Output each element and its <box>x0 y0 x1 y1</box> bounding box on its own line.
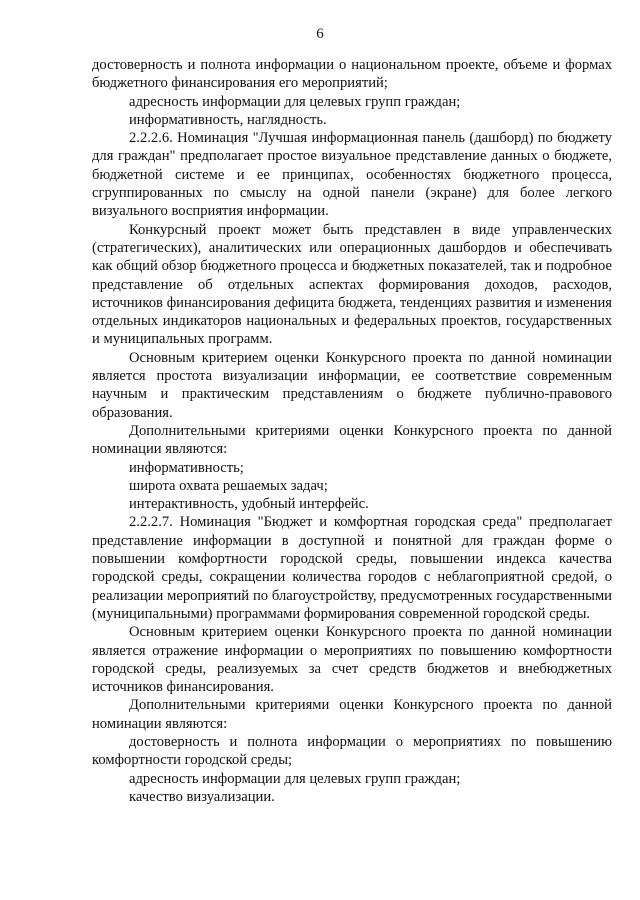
paragraph-10: интерактивность, удобный интерфейс. <box>129 496 369 513</box>
paragraph-4: 2.2.2.6. Номинация "Лучшая информационная панель (дашборд) по бюджету для граждан" предполагает простое визуальное представление данных о бюджете, бюджетной системе и ее принципах, особенностях бюджетного процесса, сгруппированных по смыслу на одной панели (экране) для более легкого визуального восприятия информации. <box>92 130 612 220</box>
paragraph-2: адресность информации для целевых групп граждан; <box>129 93 461 110</box>
page-number: 6 <box>316 26 324 42</box>
paragraph-9: широта охвата решаемых задач; <box>129 477 328 494</box>
paragraph-3: информативность, наглядность. <box>129 111 327 128</box>
paragraph-6: Основным критерием оценки Конкурсного проекта по данной номинации является простота визуализации информации, ее соответствие современным научным и практическим представлениям о бюджете публично-правового образования. <box>92 349 612 421</box>
paragraph-15: адресность информации для целевых групп граждан; <box>129 770 461 787</box>
paragraph-8: информативность; <box>129 459 244 476</box>
paragraph-12: Основным критерием оценки Конкурсного проекта по данной номинации является отражение информации о мероприятиях по повышению комфортности городской среды, реализуемых за счет средств бюджетов и внебюджетных источников финансирования. <box>92 624 612 696</box>
paragraph-11: 2.2.2.7. Номинация "Бюджет и комфортная городская среда" предполагает представление информации в доступной и понятной для граждан форме о повышении комфортности городской среды, повышении индекса качества городской среды, сокращении количества городов с неблагоприятной средой, о реализации мероприятий по благоустройству, предусмотренных государственными (муниципальными) программами формирования современной городской среды. <box>92 514 612 622</box>
paragraph-7: Дополнительными критериями оценки Конкурсного проекта по данной номинации являются: <box>92 422 612 458</box>
paragraph-5: Конкурсный проект может быть представлен в виде управленческих (стратегических), аналитических или операционных дашбордов и обеспечивать как общий обзор бюджетного процесса и бюджетных показателей, так и подробное представление об отдельных аспектах формирования доходов, расходов, источников финансирования дефицита бюджета, тенденциях развития и изменения отдельных индикаторов национальных и федеральных проектов, государственных и муниципальных программ. <box>92 221 612 348</box>
paragraph-13: Дополнительными критериями оценки Конкурсного проекта по данной номинации являются: <box>92 697 612 732</box>
paragraph-1: достоверность и полнота информации о национальном проекте, объеме и формах бюджетного финансирования его мероприятий; <box>92 57 612 92</box>
document-body <box>92 56 612 806</box>
paragraph-14: достоверность и полнота информации о мероприятиях по повышению комфортности городской среды; <box>92 733 612 769</box>
paragraph-16: качество визуализации. <box>129 788 275 805</box>
